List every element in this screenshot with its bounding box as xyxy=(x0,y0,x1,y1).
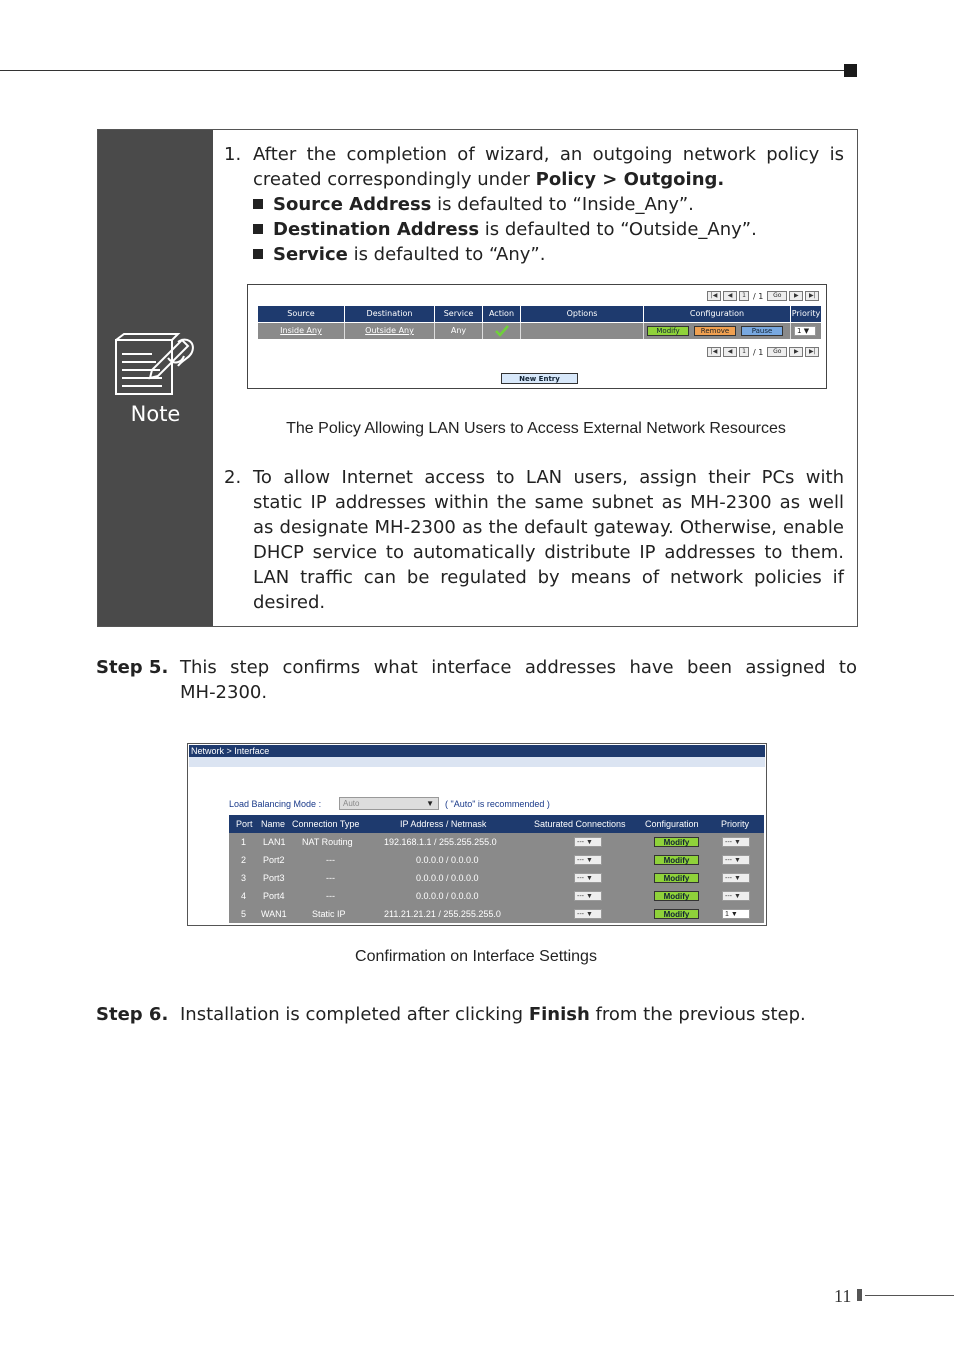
priority-select[interactable]: --- ▼ xyxy=(722,873,750,883)
col-ip: IP Address / Netmask xyxy=(400,819,487,829)
bullet-square-icon xyxy=(253,249,263,259)
col-priority: Priority xyxy=(791,309,821,318)
note-item-1-line1: After the completion of wizard, an outgoing network policy is xyxy=(253,144,844,165)
bullet-square-icon xyxy=(253,224,263,234)
note-item-1-number: 1. xyxy=(224,144,242,165)
policy-destination-link[interactable]: Outside Any xyxy=(345,323,435,339)
policy-path: Policy > Outgoing. xyxy=(535,169,725,190)
port-cell: 4 xyxy=(241,891,247,901)
port-cell: 5 xyxy=(241,909,247,919)
note-item-2-number: 2. xyxy=(224,467,242,488)
policy-configuration xyxy=(644,323,791,339)
note-box xyxy=(97,129,858,627)
go-button[interactable]: Go xyxy=(767,291,787,301)
note-item-2-line: as designate MH-2300 as the default gateway. Otherwise, enable xyxy=(253,517,844,538)
col-port: Port xyxy=(236,819,253,829)
check-icon xyxy=(495,325,509,337)
priority-select[interactable]: 1 ▼ xyxy=(794,326,816,336)
step5-line1: This step confirms what interface addresses have been assigned to xyxy=(180,657,857,678)
ip-cell: 0.0.0.0 / 0.0.0.0 xyxy=(416,891,479,901)
page-total: / 1 xyxy=(753,347,764,357)
note-item-1-line2: created correspondingly under Policy > Outgoing. xyxy=(253,169,725,190)
modify-button[interactable]: Modify xyxy=(654,909,699,919)
page-input[interactable]: 1 xyxy=(739,291,749,301)
dropdown-arrow-icon: ▼ xyxy=(426,799,434,808)
step6-text: Installation is completed after clicking Finish from the previous step. xyxy=(180,1004,806,1025)
modify-button[interactable]: Modify xyxy=(647,326,689,336)
policy-priority xyxy=(791,323,821,339)
last-page-icon[interactable]: ▶| xyxy=(805,347,819,357)
lb-select[interactable]: Auto ▼ xyxy=(339,797,439,810)
col-action: Action xyxy=(483,306,521,322)
saturated-select[interactable]: --- ▼ xyxy=(574,837,602,847)
caption-policy: The Policy Allowing LAN Users to Access External Network Resources xyxy=(286,420,786,437)
col-saturated: Saturated Connections xyxy=(534,819,626,829)
policy-pager-bottom xyxy=(707,347,819,357)
next-page-icon[interactable]: ▶ xyxy=(789,291,803,301)
port-cell: 3 xyxy=(241,873,247,883)
caption-interface: Confirmation on Interface Settings xyxy=(355,948,597,965)
note-item-2-line: To allow Internet access to LAN users, assign their PCs with xyxy=(253,467,844,488)
footer-rule xyxy=(865,1295,954,1296)
conn-cell: --- xyxy=(326,891,335,901)
policy-pager-top xyxy=(707,291,819,301)
step5-line2: MH-2300. xyxy=(180,682,268,703)
bullet-destination: Destination Address is defaulted to “Outside_Any”. xyxy=(253,217,757,242)
footer-marker xyxy=(857,1289,862,1301)
policy-action xyxy=(483,323,521,339)
note-item-2-line: LAN traffic can be regulated by means of network policies if xyxy=(253,567,844,588)
ip-cell: 192.168.1.1 / 255.255.255.0 xyxy=(384,837,497,847)
ip-cell: 0.0.0.0 / 0.0.0.0 xyxy=(416,873,479,883)
remove-button[interactable]: Remove xyxy=(694,326,736,336)
saturated-select[interactable]: --- ▼ xyxy=(574,909,602,919)
note-pencil-icon xyxy=(112,332,198,398)
port-cell: 2 xyxy=(241,855,247,865)
col-configuration: Configuration xyxy=(644,306,791,322)
header-square xyxy=(844,64,857,77)
policy-options xyxy=(521,323,644,339)
interface-screenshot xyxy=(187,743,767,926)
last-page-icon[interactable]: ▶| xyxy=(805,291,819,301)
pause-button[interactable]: Pause xyxy=(741,326,783,336)
prev-page-icon[interactable]: ◀ xyxy=(723,291,737,301)
bullet-service: Service is defaulted to “Any”. xyxy=(253,242,545,267)
col-configuration: Configuration xyxy=(645,819,699,829)
note-label: Note xyxy=(130,402,181,426)
interface-row xyxy=(229,833,764,851)
bullet-square-icon xyxy=(253,199,263,209)
col-priority: Priority xyxy=(721,819,750,829)
page-input[interactable]: 1 xyxy=(739,347,749,357)
note-sidebar xyxy=(98,130,213,626)
finish-keyword: Finish xyxy=(528,1004,590,1025)
step6-label: Step 6. xyxy=(96,1004,169,1025)
prev-page-icon[interactable]: ◀ xyxy=(723,347,737,357)
col-service: Service xyxy=(435,306,483,322)
priority-select[interactable]: --- ▼ xyxy=(722,855,750,865)
saturated-select[interactable]: --- ▼ xyxy=(574,855,602,865)
name-cell: Port4 xyxy=(263,891,285,901)
conn-cell: --- xyxy=(326,873,335,883)
policy-header-row xyxy=(258,306,821,322)
conn-cell: Static IP xyxy=(312,909,346,919)
page-number: 11 xyxy=(834,1286,852,1306)
priority-select[interactable]: --- ▼ xyxy=(722,837,750,847)
page-total: / 1 xyxy=(753,291,764,301)
name-cell: LAN1 xyxy=(263,837,286,847)
priority-select[interactable]: 1 ▼ xyxy=(722,909,750,919)
col-source: Source xyxy=(258,306,345,322)
saturated-select[interactable]: --- ▼ xyxy=(574,873,602,883)
interface-row xyxy=(229,869,764,887)
policy-source-link[interactable]: Inside Any xyxy=(258,323,345,339)
ip-cell: 211.21.21.21 / 255.255.255.0 xyxy=(384,909,501,919)
new-entry-button[interactable]: New Entry xyxy=(501,373,578,384)
header-rule xyxy=(0,70,846,71)
lb-hint: ( "Auto" is recommended ) xyxy=(445,799,550,809)
priority-select[interactable]: --- ▼ xyxy=(722,891,750,901)
policy-row xyxy=(258,323,821,339)
saturated-select[interactable]: --- ▼ xyxy=(574,891,602,901)
note-item-2-line: static IP addresses within the same subnet as MH-2300 as well xyxy=(253,492,844,513)
col-name: Name xyxy=(261,819,286,829)
col-destination: Destination xyxy=(345,306,435,322)
interface-row xyxy=(229,905,764,923)
modify-button[interactable]: Modify xyxy=(654,855,699,865)
interface-header-row xyxy=(229,815,764,833)
name-cell: Port3 xyxy=(263,873,285,883)
modify-button[interactable]: Modify xyxy=(654,873,699,883)
interface-row xyxy=(229,851,764,869)
go-button[interactable]: Go xyxy=(767,347,787,357)
port-cell: 1 xyxy=(241,837,247,847)
first-page-icon[interactable]: |◀ xyxy=(707,347,721,357)
policy-service: Any xyxy=(435,323,483,339)
ip-cell: 0.0.0.0 / 0.0.0.0 xyxy=(416,855,479,865)
note-item-2-line: DHCP service to automatically distribute IP addresses to them. xyxy=(253,542,844,563)
modify-button[interactable]: Modify xyxy=(654,891,699,901)
bullet-source: Source Address is defaulted to “Inside_Any”. xyxy=(253,192,694,217)
conn-cell: --- xyxy=(326,855,335,865)
next-page-icon[interactable]: ▶ xyxy=(789,347,803,357)
step5-label: Step 5. xyxy=(96,657,169,678)
note-item-2-line: desired. xyxy=(253,592,326,613)
first-page-icon[interactable]: |◀ xyxy=(707,291,721,301)
name-cell: WAN1 xyxy=(261,909,287,919)
policy-screenshot xyxy=(247,284,827,389)
interface-subbar xyxy=(189,757,765,767)
col-connection-type: Connection Type xyxy=(292,819,360,829)
col-options: Options xyxy=(521,306,644,322)
modify-button[interactable]: Modify xyxy=(654,837,699,847)
interface-row xyxy=(229,887,764,905)
name-cell: Port2 xyxy=(263,855,285,865)
conn-cell: NAT Routing xyxy=(302,837,353,847)
interface-breadcrumb: Network > Interface xyxy=(189,745,765,757)
lb-label: Load Balancing Mode : xyxy=(229,799,322,809)
